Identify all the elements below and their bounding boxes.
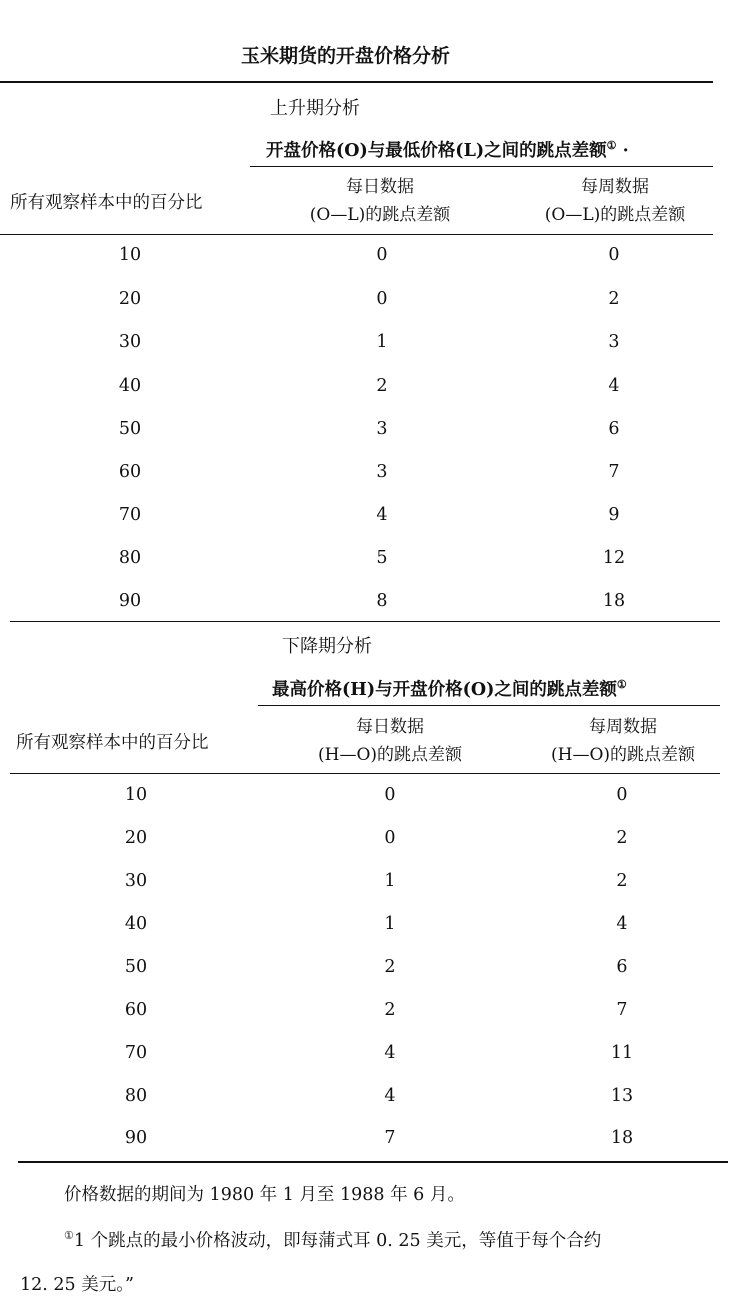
- bottom-rule: [18, 1161, 728, 1163]
- table-cell-weekly: 6: [616, 957, 628, 977]
- table-cell-pct: 10: [124, 785, 148, 805]
- col-header-weekly: [518, 713, 728, 769]
- table-cell-weekly: 0: [616, 785, 628, 805]
- table-cell-weekly: 2: [616, 828, 628, 848]
- col-header-line: (O—L)的跳点差额: [544, 205, 686, 225]
- page-title: 玉米期货的开盘价格分析: [241, 45, 451, 67]
- table-cell-weekly: 18: [602, 591, 626, 611]
- col-header-line: 每周数据: [589, 717, 657, 737]
- table-cell-weekly: 11: [610, 1043, 634, 1063]
- table-cell-daily: 8: [376, 591, 388, 611]
- footnote: [64, 1227, 601, 1252]
- table-cell-pct: 70: [118, 505, 142, 525]
- table-cell-daily: 1: [384, 871, 396, 891]
- stray-mark: ·: [622, 141, 629, 161]
- table-cell-weekly: 2: [608, 289, 620, 309]
- col-header-line: (H—O)的跳点差额: [317, 745, 463, 765]
- table-cell-weekly: 12: [602, 548, 626, 568]
- table-cell-pct: 80: [118, 548, 142, 568]
- table-cell-daily: 4: [376, 505, 388, 525]
- footnote-mark: ①: [64, 1229, 74, 1243]
- col-header-daily: [280, 173, 480, 229]
- col-header-line: 每周数据: [581, 177, 649, 197]
- table-cell-pct: 90: [124, 1128, 148, 1148]
- table-cell-daily: 3: [376, 419, 388, 439]
- table-cell-pct: 30: [118, 332, 142, 352]
- section-rule: [10, 621, 720, 622]
- table-cell-pct: 10: [118, 245, 142, 265]
- table-cell-weekly: 4: [616, 914, 628, 934]
- table-cell-pct: 40: [124, 914, 148, 934]
- section-title-fall: 下降期分析: [282, 636, 372, 657]
- table-cell-pct: 20: [124, 828, 148, 848]
- table-cell-pct: 60: [118, 462, 142, 482]
- period-note: 价格数据的期间为 1980 年 1 月至 1988 年 6 月。: [64, 1185, 465, 1205]
- col-header-daily: [290, 713, 490, 769]
- table-cell-weekly: 18: [610, 1128, 634, 1148]
- table-cell-weekly: 13: [610, 1086, 634, 1106]
- col-header-line: 每日数据: [356, 717, 424, 737]
- table-cell-weekly: 0: [608, 245, 620, 265]
- table-cell-pct: 70: [124, 1043, 148, 1063]
- table-cell-pct: 50: [118, 419, 142, 439]
- table-cell-pct: 80: [124, 1086, 148, 1106]
- header-rule: [10, 773, 720, 774]
- table-cell-daily: 1: [376, 332, 388, 352]
- group-rule: [258, 705, 720, 706]
- table-cell-weekly: 4: [608, 376, 620, 396]
- header-rule: [0, 234, 713, 235]
- table-cell-daily: 2: [384, 957, 396, 977]
- table-cell-daily: 4: [384, 1043, 396, 1063]
- row-header: 所有观察样本中的百分比: [10, 193, 203, 213]
- table-cell-pct: 20: [118, 289, 142, 309]
- table-cell-daily: 7: [384, 1128, 396, 1148]
- table-cell-weekly: 9: [608, 505, 620, 525]
- table-cell-weekly: 6: [608, 419, 620, 439]
- table-cell-daily: 3: [376, 462, 388, 482]
- table-cell-pct: 40: [118, 376, 142, 396]
- table-cell-weekly: 7: [616, 1000, 628, 1020]
- table-cell-daily: 2: [376, 376, 388, 396]
- col-header-weekly: [510, 173, 720, 229]
- table-cell-daily: 0: [384, 785, 396, 805]
- row-header: 所有观察样本中的百分比: [16, 733, 209, 753]
- section-title-rise: 上升期分析: [270, 98, 360, 119]
- footnote-mark: ①: [616, 678, 627, 692]
- table-cell-weekly: 2: [616, 871, 628, 891]
- table-cell-weekly: 3: [608, 332, 620, 352]
- table-cell-daily: 5: [376, 548, 388, 568]
- group-header-fall: [272, 676, 627, 701]
- table-cell-daily: 0: [376, 245, 388, 265]
- footnote-mark: ①: [606, 139, 617, 153]
- top-rule: [0, 81, 713, 83]
- table-cell-daily: 2: [384, 1000, 396, 1020]
- table-cell-daily: 0: [376, 289, 388, 309]
- footnote-continuation: 12. 25 美元。”: [20, 1275, 134, 1295]
- group-header-rise: [266, 137, 629, 162]
- table-cell-pct: 30: [124, 871, 148, 891]
- footnote-text: 1 个跳点的最小价格波动，即每蒲式耳 0. 25 美元，等值于每个合约: [73, 1231, 602, 1251]
- group-header-text: 开盘价格(O)与最低价格(L)之间的跳点差额: [266, 141, 607, 161]
- table-cell-pct: 90: [118, 591, 142, 611]
- col-header-line: (H—O)的跳点差额: [550, 745, 696, 765]
- table-cell-weekly: 7: [608, 462, 620, 482]
- col-header-line: 每日数据: [346, 177, 414, 197]
- table-cell-daily: 1: [384, 914, 396, 934]
- table-cell-daily: 0: [384, 828, 396, 848]
- table-cell-daily: 4: [384, 1086, 396, 1106]
- group-header-text: 最高价格(H)与开盘价格(O)之间的跳点差额: [272, 680, 617, 700]
- col-header-line: (O—L)的跳点差额: [309, 205, 451, 225]
- table-cell-pct: 50: [124, 957, 148, 977]
- table-cell-pct: 60: [124, 1000, 148, 1020]
- group-rule: [250, 166, 713, 167]
